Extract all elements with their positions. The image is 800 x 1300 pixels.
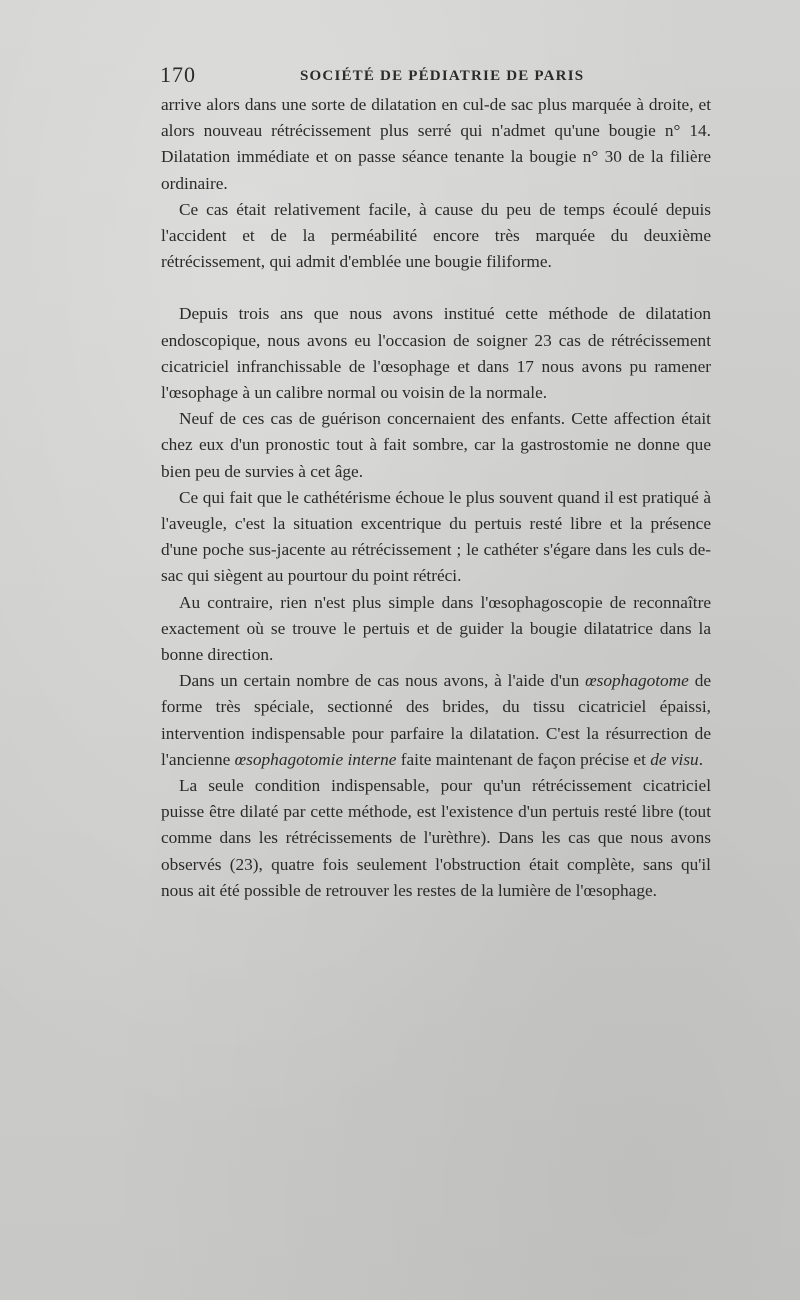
paragraph-continuation xyxy=(161,92,711,197)
paragraph xyxy=(161,301,711,406)
text-run: . xyxy=(698,749,704,769)
text-run: Ce cas était relativement facile, à cause du peu de temps écoulé depuis l'accident et de la perméabilité encore très marquée du deuxième rétrécissement, qui admit d'emblée une bougie filiforme. xyxy=(161,199,711,272)
paragraph xyxy=(161,406,711,485)
text-run: Depuis trois ans que nous avons institué cette méthode de dilatation endoscopique, nous avons eu l'occasion de soigner 23 cas de rétrécissement cicatriciel infranchissable de l'œsophage et dans 17 nous avons pu ramener l'œsophage à un calibre normal ou voisin de la normale. xyxy=(161,304,711,403)
italic-text: œsophagotomie interne xyxy=(234,749,397,769)
text-run: Au contraire, rien n'est plus simple dans l'œsophagoscopie de reconnaître exactement où se trouve le pertuis et de guider la bougie dilatatrice dans la bonne direction. xyxy=(161,592,711,665)
text-run: Ce qui fait que le cathétérisme échoue le plus souvent quand il est pratiqué à l'aveugle, c'est la situation excentrique du pertuis resté libre et la présence d'une poche sus-jacente au rétrécissement ; le cathéter s'égare dans les culs de-sac qui siègent au pourtour du point rétréci. xyxy=(161,487,711,586)
text-run: Neuf de ces cas de guérison concernaient des enfants. Cette affection était chez eux d'un pronostic tout à fait sombre, car la gastrostomie ne donne que bien peu de survies à cet âge. xyxy=(161,409,711,481)
italic-text: de visu xyxy=(650,749,699,769)
text-run: La seule condition indispensable, pour qu'un rétrécissement cicatriciel puisse être dilaté par cette méthode, est l'existence d'un pertuis resté libre (tout comme dans les rétrécissements de l'urèthre). Dans les cas que nous avons observés (23), quatre fois seulement l'obstruction était complète, sans qu'il nous ait été possible de retrouver les restes de la lumière de l'œsophage. xyxy=(161,776,711,900)
paragraph xyxy=(161,668,711,773)
text-run: faite maintenant de façon précise et xyxy=(396,749,651,769)
text-run: de forme très spéciale, sectionné des brides, du tissu cicatriciel épaissi, intervention indispensable pour parfaire la dilatation. C'est la résurrection de l'ancienne xyxy=(161,671,711,769)
paragraph xyxy=(161,485,711,590)
page-number: 170 xyxy=(160,62,196,87)
running-title: SOCIÉTÉ DE PÉDIATRIE DE PARIS xyxy=(300,68,585,84)
text-run: Dans un certain nombre de cas nous avons, à l'aide d'un xyxy=(179,671,586,691)
paragraph xyxy=(161,773,711,904)
body-text xyxy=(161,92,711,904)
text-run: arrive alors dans une sorte de dilatation en cul-de sac plus marquée à droite, et alors nouveau rétrécissement plus serré qui n'admet qu'une bougie n° 14. Dilatation immédiate et on passe séance tenante la bougie n° 30 de la filière ordinaire. xyxy=(161,95,711,193)
page-header xyxy=(160,62,720,92)
paragraph xyxy=(161,197,711,276)
paragraph xyxy=(161,590,711,669)
italic-text: œsophagotome xyxy=(585,671,689,691)
